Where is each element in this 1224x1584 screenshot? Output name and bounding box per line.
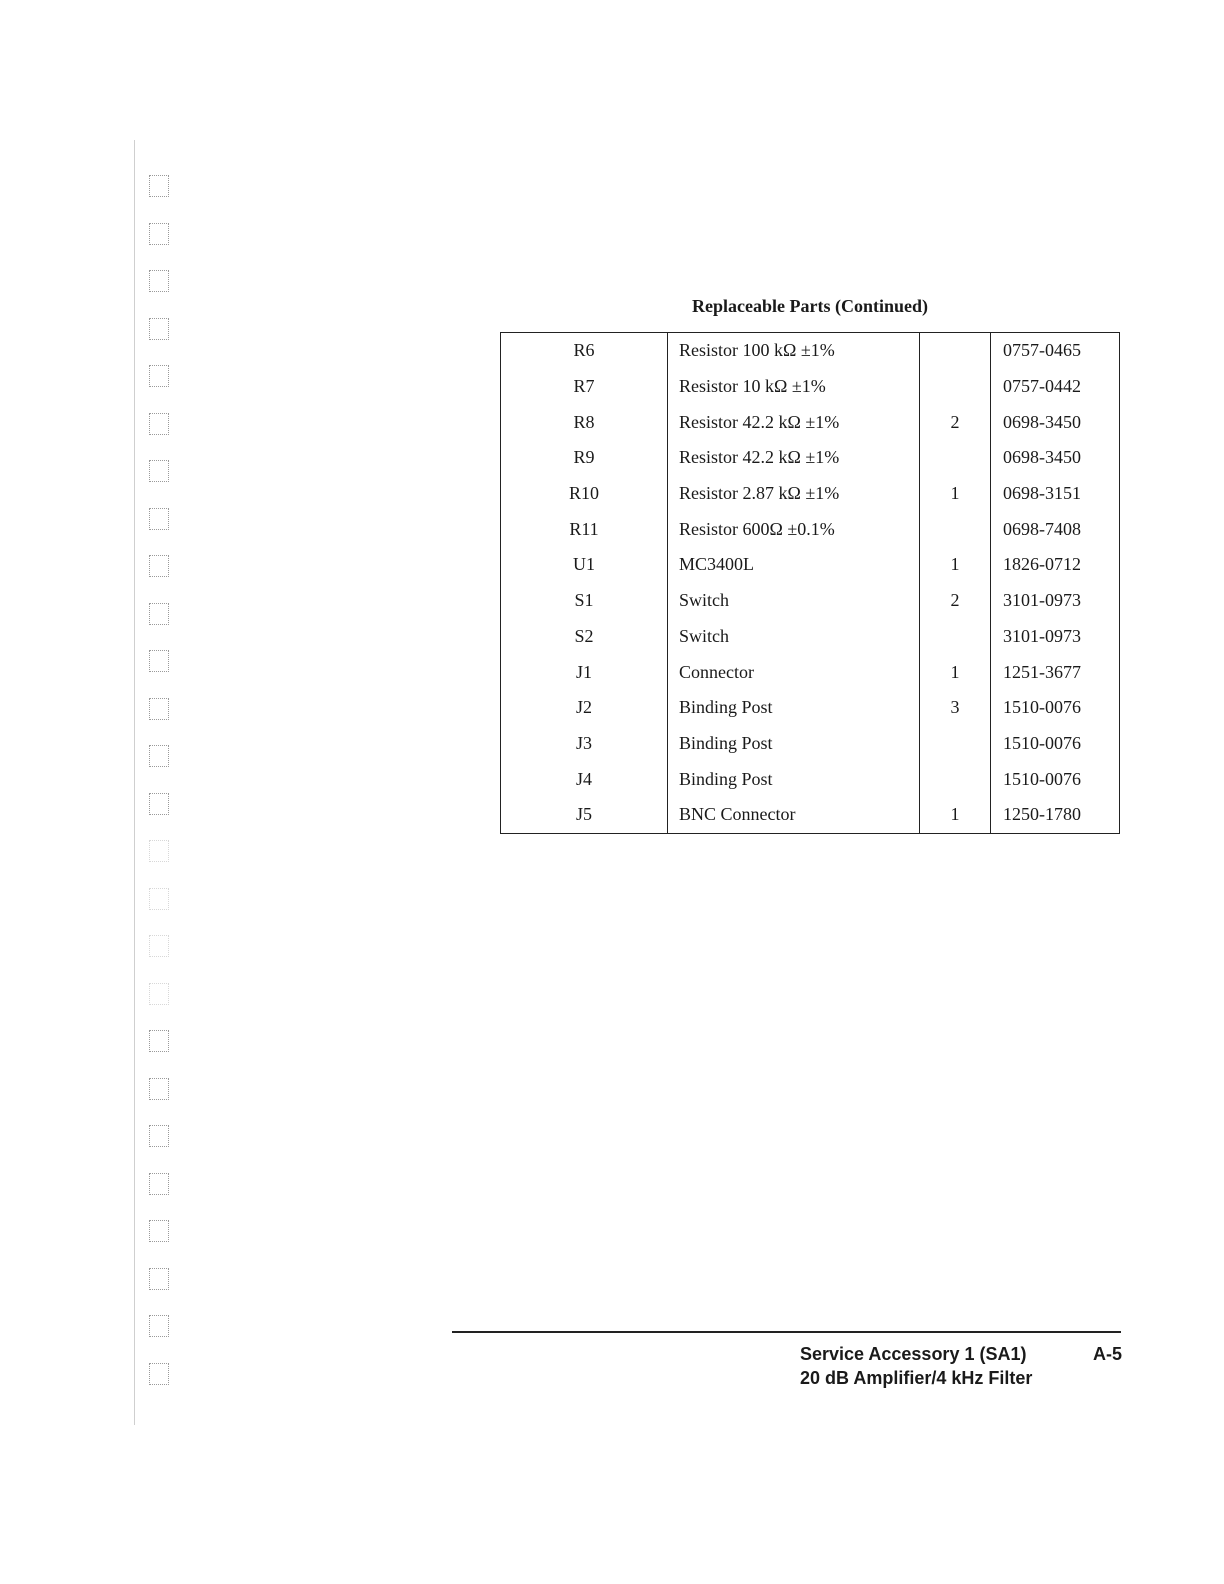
binder-hole	[149, 223, 169, 245]
binder-hole	[149, 650, 169, 672]
part-number-cell: 1826-0712	[991, 547, 1120, 583]
part-number-cell: 1251-3677	[991, 654, 1120, 690]
description-cell: Binding Post	[668, 761, 920, 797]
table-row	[501, 404, 1120, 440]
binder-hole	[149, 1220, 169, 1242]
binder-hole	[149, 365, 169, 387]
description-cell: Binding Post	[668, 726, 920, 762]
quantity-cell	[920, 726, 991, 762]
part-number-cell: 3101-0973	[991, 583, 1120, 619]
binder-hole	[149, 888, 169, 910]
table-row	[501, 583, 1120, 619]
binder-hole	[149, 935, 169, 957]
table-row	[501, 619, 1120, 655]
binder-margin-line	[134, 140, 135, 1425]
binder-hole	[149, 1030, 169, 1052]
binder-hole	[149, 270, 169, 292]
description-cell: BNC Connector	[668, 797, 920, 833]
part-number-cell: 0698-3450	[991, 440, 1120, 476]
quantity-cell	[920, 511, 991, 547]
quantity-cell	[920, 369, 991, 405]
quantity-cell: 3	[920, 690, 991, 726]
quantity-cell: 2	[920, 404, 991, 440]
quantity-cell	[920, 619, 991, 655]
binder-hole	[149, 1268, 169, 1290]
part-number-cell: 3101-0973	[991, 619, 1120, 655]
ref-cell: R8	[501, 404, 668, 440]
ref-cell: J3	[501, 726, 668, 762]
binder-hole	[149, 698, 169, 720]
page-number: A-5	[1092, 1344, 1122, 1364]
description-cell: Resistor 10 kΩ ±1%	[668, 369, 920, 405]
ref-cell: J4	[501, 761, 668, 797]
ref-cell: R6	[501, 333, 668, 369]
part-number-cell: 0757-0465	[991, 333, 1120, 369]
ref-cell: S2	[501, 619, 668, 655]
replaceable-parts-table	[500, 332, 1120, 834]
quantity-cell: 2	[920, 583, 991, 619]
page-footer	[800, 1342, 1122, 1390]
quantity-cell	[920, 761, 991, 797]
table-row	[501, 369, 1120, 405]
description-cell: Resistor 600Ω ±0.1%	[668, 511, 920, 547]
table-row	[501, 761, 1120, 797]
table-row	[501, 547, 1120, 583]
ref-cell: S1	[501, 583, 668, 619]
binder-hole	[149, 508, 169, 530]
ref-cell: R11	[501, 511, 668, 547]
binder-hole	[149, 1315, 169, 1337]
part-number-cell: 0757-0442	[991, 369, 1120, 405]
binder-hole	[149, 413, 169, 435]
binder-hole	[149, 460, 169, 482]
binder-hole	[149, 1363, 169, 1385]
binder-hole	[149, 1173, 169, 1195]
binder-holes	[147, 175, 175, 1395]
footer-divider	[452, 1331, 1121, 1333]
description-cell: Switch	[668, 619, 920, 655]
quantity-cell: 1	[920, 654, 991, 690]
table-row	[501, 440, 1120, 476]
part-number-cell: 0698-3151	[991, 476, 1120, 512]
quantity-cell: 1	[920, 547, 991, 583]
table-row	[501, 511, 1120, 547]
part-number-cell: 0698-7408	[991, 511, 1120, 547]
footer-title: Service Accessory 1 (SA1)	[800, 1344, 1027, 1364]
ref-cell: U1	[501, 547, 668, 583]
binder-hole	[149, 318, 169, 340]
quantity-cell	[920, 440, 991, 476]
quantity-cell: 1	[920, 476, 991, 512]
binder-hole	[149, 745, 169, 767]
description-cell: Connector	[668, 654, 920, 690]
part-number-cell: 1250-1780	[991, 797, 1120, 833]
part-number-cell: 1510-0076	[991, 726, 1120, 762]
quantity-cell: 1	[920, 797, 991, 833]
description-cell: Resistor 42.2 kΩ ±1%	[668, 404, 920, 440]
ref-cell: J1	[501, 654, 668, 690]
binder-hole	[149, 983, 169, 1005]
binder-hole	[149, 793, 169, 815]
part-number-cell: 1510-0076	[991, 690, 1120, 726]
ref-cell: J5	[501, 797, 668, 833]
footer-subtitle: 20 dB Amplifier/4 kHz Filter	[800, 1368, 1033, 1388]
binder-hole	[149, 840, 169, 862]
ref-cell: R9	[501, 440, 668, 476]
part-number-cell: 1510-0076	[991, 761, 1120, 797]
parts-table-body	[501, 333, 1120, 834]
description-cell: Binding Post	[668, 690, 920, 726]
description-cell: Resistor 100 kΩ ±1%	[668, 333, 920, 369]
binder-hole	[149, 1078, 169, 1100]
table-row	[501, 654, 1120, 690]
table-row	[501, 726, 1120, 762]
table-row	[501, 333, 1120, 369]
table-row	[501, 797, 1120, 833]
ref-cell: R10	[501, 476, 668, 512]
description-cell: Switch	[668, 583, 920, 619]
ref-cell: J2	[501, 690, 668, 726]
binder-hole	[149, 603, 169, 625]
description-cell: MC3400L	[668, 547, 920, 583]
table-row	[501, 690, 1120, 726]
binder-hole	[149, 175, 169, 197]
description-cell: Resistor 2.87 kΩ ±1%	[668, 476, 920, 512]
part-number-cell: 0698-3450	[991, 404, 1120, 440]
quantity-cell	[920, 333, 991, 369]
ref-cell: R7	[501, 369, 668, 405]
binder-hole	[149, 555, 169, 577]
table-title: Replaceable Parts (Continued)	[692, 296, 928, 316]
table-row	[501, 476, 1120, 512]
binder-hole	[149, 1125, 169, 1147]
description-cell: Resistor 42.2 kΩ ±1%	[668, 440, 920, 476]
